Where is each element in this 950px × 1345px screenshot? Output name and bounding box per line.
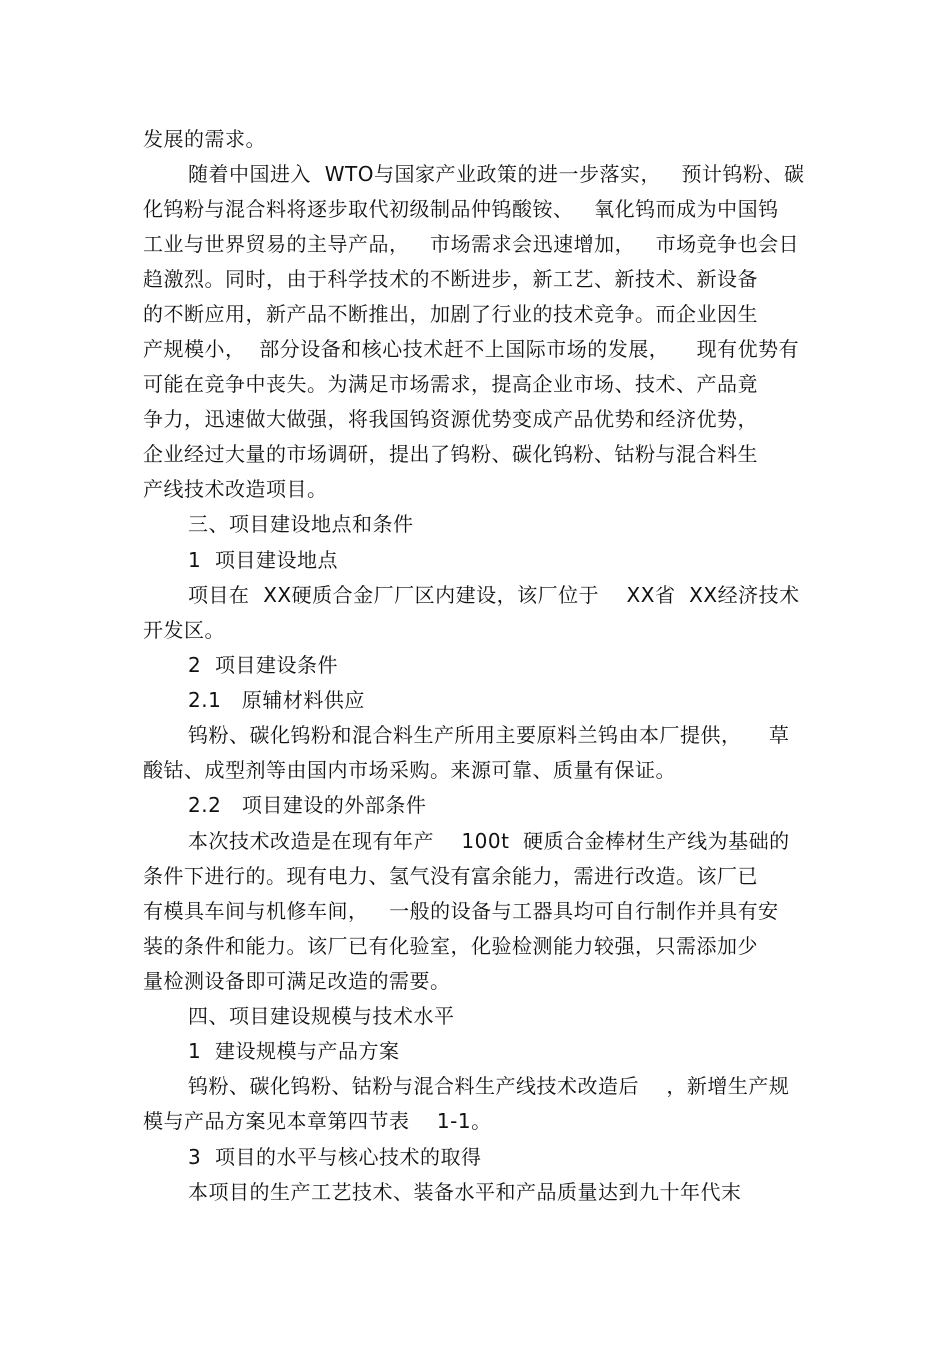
text-line: 可能在竞争中丧失。为满足市场需求，提高企业市场、技术、产品竟 bbox=[143, 372, 758, 396]
text-line: 模与产品方案见本章第四节表 1-1。 bbox=[143, 1109, 492, 1133]
text-line: 开发区。 bbox=[143, 618, 225, 642]
text-line: 酸钴、成型剂等由国内市场采购。来源可靠、质量有保证。 bbox=[143, 758, 676, 782]
text-line: 发展的需求。 bbox=[143, 127, 266, 151]
paragraph-line: 项目在 XX硬质合金厂厂区内建设，该厂位于 XX省 XX经济技术 bbox=[188, 583, 800, 607]
subsection-heading: 2.1 原辅材料供应 bbox=[188, 688, 365, 712]
subsection-heading: 2 项目建设条件 bbox=[188, 653, 338, 677]
text-line: 的不断应用，新产品不断推出，加剧了行业的技术竞争。而企业因生 bbox=[143, 302, 758, 326]
paragraph-line: 钨粉、碳化钨粉、钴粉与混合料生产线技术改造后 ，新增生产规 bbox=[188, 1074, 790, 1098]
paragraph-line: 随着中国进入 WTO与国家产业政策的进一步落实， 预计钨粉、碳 bbox=[188, 162, 805, 186]
text-line: 装的条件和能力。该厂已有化验室，化验检测能力较强，只需添加少 bbox=[143, 934, 758, 958]
section-heading: 三、项目建设地点和条件 bbox=[188, 512, 414, 536]
text-line: 化钨粉与混合料将逐步取代初级制品仲钨酸铵、 氧化钨而成为中国钨 bbox=[143, 197, 779, 221]
paragraph-line: 本项目的生产工艺技术、装备水平和产品质量达到九十年代末 bbox=[188, 1180, 742, 1204]
subsection-heading: 1 项目建设地点 bbox=[188, 548, 338, 572]
subsection-heading: 2.2 项目建设的外部条件 bbox=[188, 793, 427, 817]
paragraph-line: 钨粉、碳化钨粉和混合料生产所用主要原料兰钨由本厂提供， 草 bbox=[188, 723, 790, 747]
text-line: 条件下进行的。现有电力、氢气没有富余能力，需进行改造。该厂已 bbox=[143, 864, 758, 888]
text-line: 企业经过大量的市场调研，提出了钨粉、碳化钨粉、钴粉与混合料生 bbox=[143, 442, 758, 466]
text-line: 产线技术改造项目。 bbox=[143, 477, 328, 501]
text-line: 产规模小， 部分设备和核心技术赶不上国际市场的发展， 现有优势有 bbox=[143, 337, 800, 361]
paragraph-line: 本次技术改造是在现有年产 100t 硬质合金棒材生产线为基础的 bbox=[188, 829, 790, 853]
text-line: 量检测设备即可满足改造的需要。 bbox=[143, 969, 451, 993]
subsection-heading: 3 项目的水平与核心技术的取得 bbox=[188, 1145, 482, 1169]
section-heading: 四、项目建设规模与技术水平 bbox=[188, 1004, 455, 1028]
text-line: 有模具车间与机修车间， 一般的设备与工器具均可自行制作并具有安 bbox=[143, 899, 779, 923]
subsection-heading: 1 建设规模与产品方案 bbox=[188, 1039, 400, 1063]
text-line: 趋激烈。同时，由于科学技术的不断进步，新工艺、新技术、新设备 bbox=[143, 267, 758, 291]
text-line: 工业与世界贸易的主导产品， 市场需求会迅速增加， 市场竞争也会日 bbox=[143, 232, 800, 256]
text-line: 争力，迅速做大做强，将我国钨资源优势变成产品优势和经济优势， bbox=[143, 407, 758, 431]
